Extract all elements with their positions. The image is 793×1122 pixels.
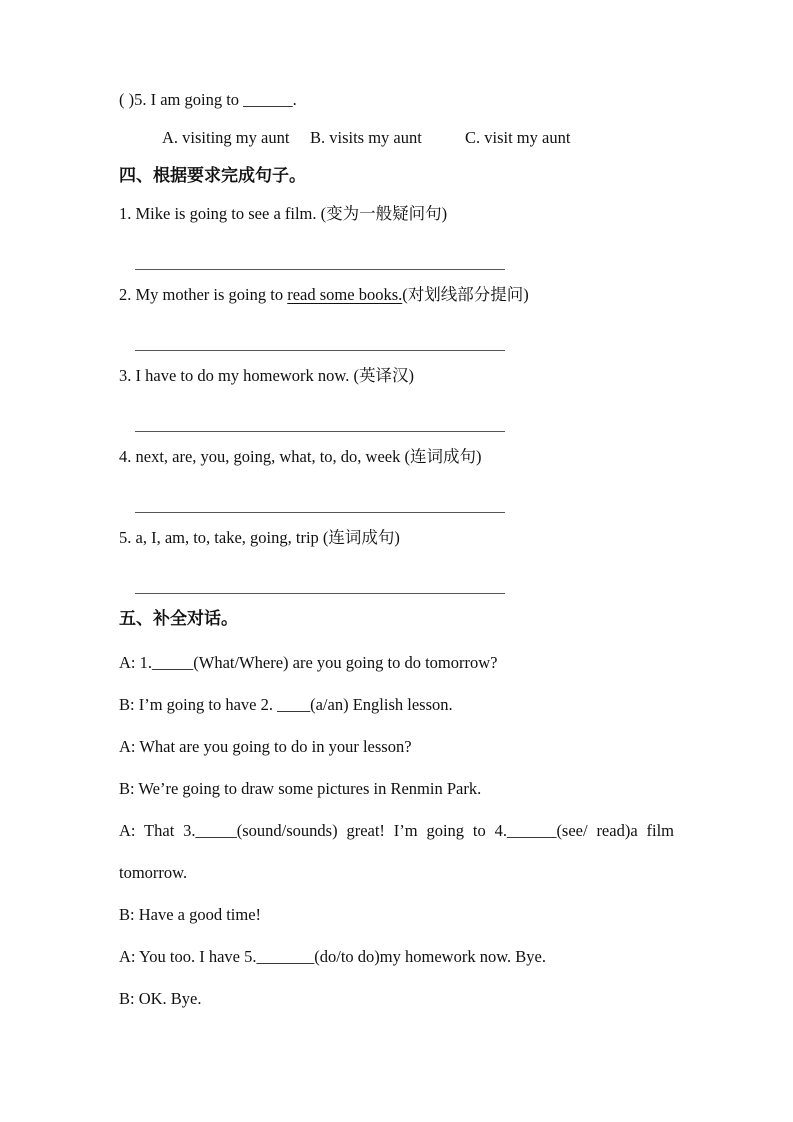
dialogue-line-a2: A: What are you going to do in your lesson? [119,737,412,756]
mc-question-5-stem: ( )5. I am going to ______. [119,90,297,109]
item-2-suffix: (对划线部分提问) [402,285,529,304]
section-4-item-2 [119,276,674,314]
answer-blank-line-5 [135,593,505,594]
option-a: A. visiting my aunt [162,128,290,147]
section-5-title: 五、补全对话。 [119,609,238,628]
section-4-item-4: 4. next, are, you, going, what, to, do, week (连词成句) [119,447,482,466]
answer-blank-line-4 [135,512,505,513]
option-b: B. visits my aunt [310,128,422,147]
section-4-title: 四、根据要求完成句子。 [119,166,306,185]
dialogue-line-a1: A: 1._____(What/Where) are you going to do tomorrow? [119,653,498,672]
item-2-prefix: 2. My mother is going to [119,285,288,304]
answer-blank-line-2 [135,350,505,351]
answer-blank-line-3 [135,431,505,432]
section-4-item-1: 1. Mike is going to see a film. (变为一般疑问句) [119,204,448,223]
option-c: C. visit my aunt [465,128,571,147]
dialogue-line-a3: A: That 3._____(sound/sounds) great! I’m going to 4.______(see/ read)a film tomorrow. [119,821,674,882]
dialogue-block [119,642,674,1020]
item-2-underlined-phrase: read some books. [287,285,403,304]
answer-blank-line-1 [135,269,505,270]
dialogue-line-b2: B: We’re going to draw some pictures in Renmin Park. [119,779,482,798]
section-4-item-3: 3. I have to do my homework now. (英译汉) [119,366,414,385]
dialogue-line-b3: B: Have a good time! [119,905,262,924]
mc-question-5-options [119,119,674,157]
dialogue-line-b1: B: I’m going to have 2. ____(a/an) English lesson. [119,695,453,714]
section-4-item-5: 5. a, I, am, to, take, going, trip (连词成句) [119,528,400,547]
dialogue-line-a4: A: You too. I have 5._______(do/to do)my homework now. Bye. [119,947,546,966]
dialogue-line-b4: B: OK. Bye. [119,989,202,1008]
